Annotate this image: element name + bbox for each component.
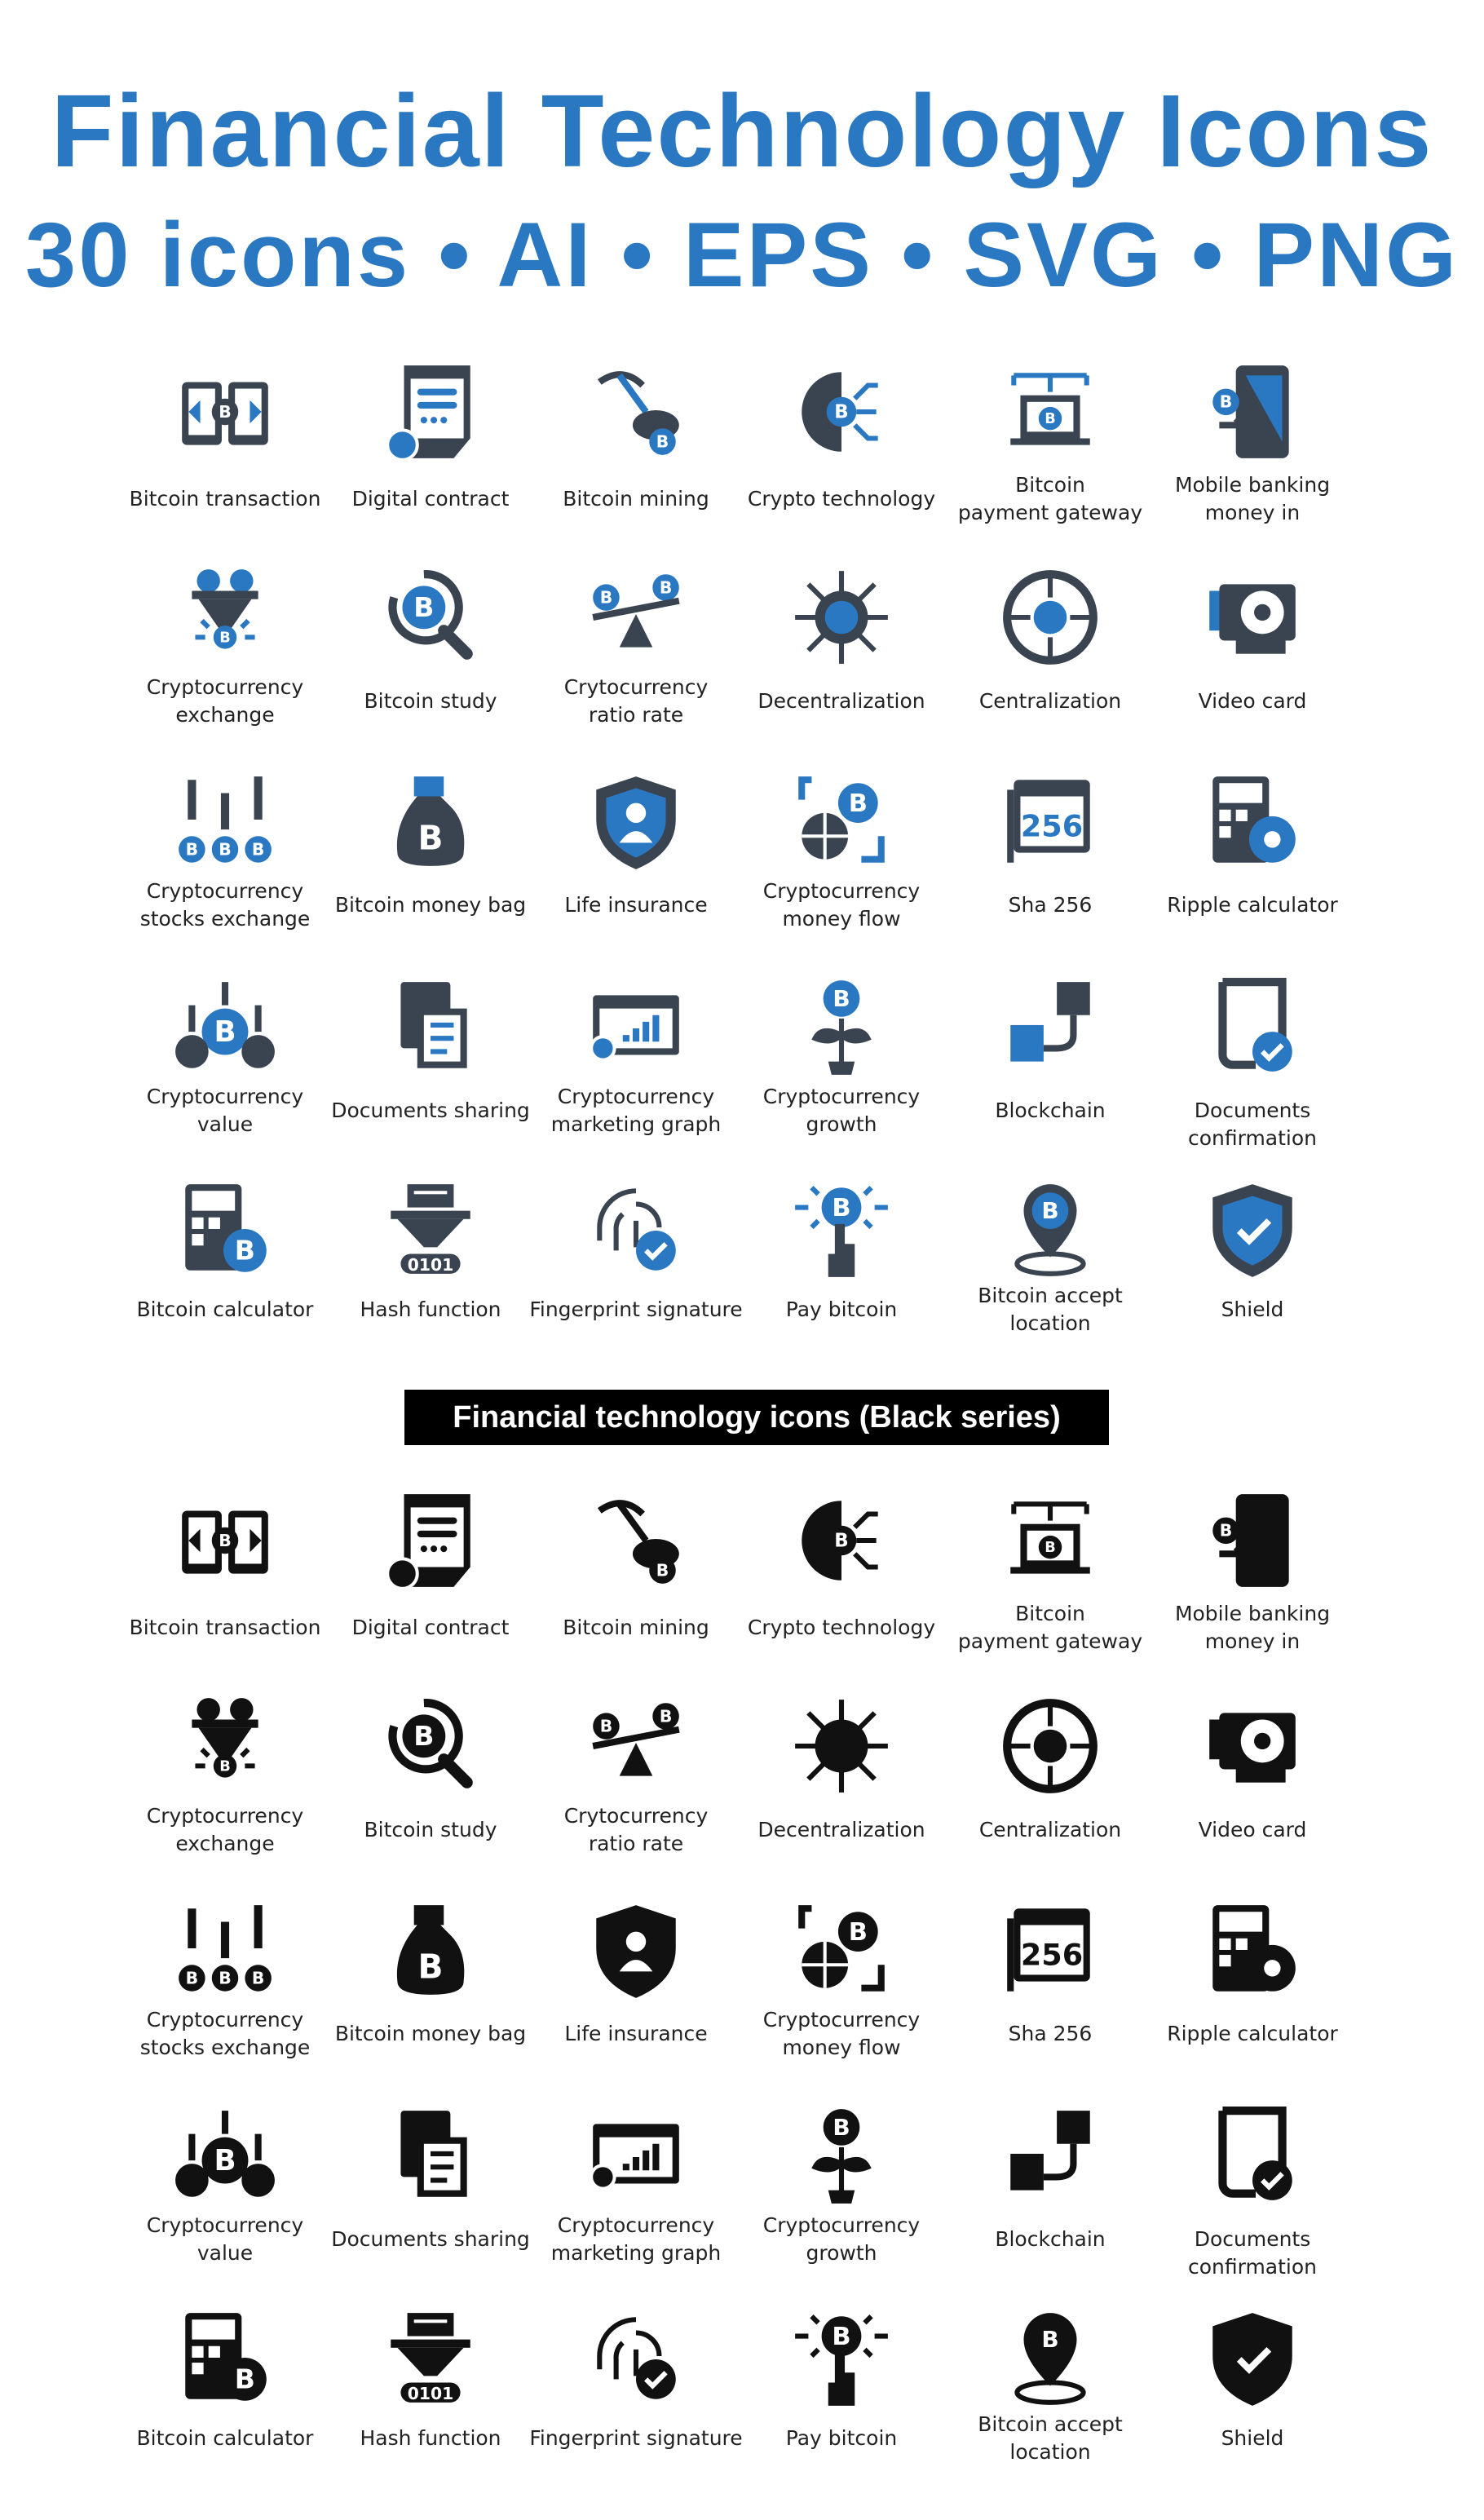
svg-text:B: B <box>417 818 444 858</box>
location-icon <box>997 1178 1103 1284</box>
icon-label: Cryptocurrency stocks exchange <box>139 2008 311 2059</box>
icon-label: Bitcoin mining <box>563 487 709 511</box>
icon-label: Digital contract <box>351 1616 510 1639</box>
svg-text:B: B <box>1219 391 1233 412</box>
icon-label: Ripple calculator <box>1167 893 1338 917</box>
icon-label: Crypto technology <box>747 487 936 511</box>
documents-confirmation-icon <box>1199 975 1305 1081</box>
hash-function-icon <box>378 2306 484 2412</box>
bitcoin-calculator-icon <box>172 2306 278 2412</box>
marketing-graph-icon <box>583 975 689 1081</box>
svg-text:B: B <box>1045 411 1056 428</box>
icon-label: Documents sharing <box>331 1099 530 1122</box>
icon-label: Documents confirmation <box>1187 1099 1318 1150</box>
bitcoin-mining-icon <box>583 359 689 465</box>
decentralization-icon <box>788 564 894 670</box>
blockchain-icon <box>997 975 1103 1081</box>
crypto-value-icon <box>172 2104 278 2210</box>
svg-text:B: B <box>656 1560 669 1581</box>
video-card-icon <box>1199 564 1305 670</box>
svg-text:B: B <box>1219 1520 1233 1541</box>
icon-label: Cryptocurrency marketing graph <box>550 1085 722 1136</box>
mobile-banking-icon <box>1199 359 1305 465</box>
icon-label: Crytocurrency ratio rate <box>563 1804 709 1855</box>
svg-text:B: B <box>219 1530 232 1550</box>
svg-text:0101: 0101 <box>407 2383 454 2403</box>
crypto-growth-icon <box>788 2104 894 2210</box>
crypto-exchange-icon <box>172 564 278 670</box>
svg-text:B: B <box>599 1716 613 1736</box>
pay-bitcoin-icon <box>788 1178 894 1284</box>
icon-label: Bitcoin accept location <box>978 1284 1123 1335</box>
mobile-banking-icon <box>1199 1488 1305 1594</box>
svg-text:B: B <box>1041 1197 1059 1225</box>
svg-text:B: B <box>656 431 669 452</box>
icon-label: Cryptocurrency marketing graph <box>550 2213 722 2265</box>
icon-label: Bitcoin transaction <box>129 1616 321 1639</box>
svg-text:B: B <box>833 2113 850 2141</box>
icon-label: Mobile banking money in <box>1174 1602 1331 1653</box>
ratio-rate-icon <box>583 564 689 670</box>
shield-icon <box>1199 2306 1305 2412</box>
icon-label: Fingerprint signature <box>529 2426 743 2450</box>
icon-label: Crypto technology <box>747 1616 936 1639</box>
payment-gateway-icon <box>997 1488 1103 1594</box>
bitcoin-transaction-icon <box>172 359 278 465</box>
crypto-exchange-icon <box>172 1693 278 1799</box>
svg-text:B: B <box>1045 1540 1056 1557</box>
ripple-calculator-icon <box>1199 770 1305 876</box>
svg-text:B: B <box>413 1719 435 1752</box>
svg-text:B: B <box>848 789 868 818</box>
icon-label: Bitcoin transaction <box>129 487 321 511</box>
svg-text:B: B <box>219 839 232 860</box>
icon-label: Decentralization <box>757 689 925 713</box>
money-flow-icon <box>788 770 894 876</box>
bitcoin-study-icon <box>378 1693 484 1799</box>
icon-label: Bitcoin study <box>364 689 497 713</box>
money-bag-icon <box>378 1899 484 2005</box>
shield-icon <box>1199 1178 1305 1284</box>
documents-confirmation-icon <box>1199 2104 1305 2210</box>
crypto-growth-icon <box>788 975 894 1081</box>
payment-gateway-icon <box>997 359 1103 465</box>
icon-label: Crytocurrency ratio rate <box>563 675 709 727</box>
sha256-icon <box>997 770 1103 876</box>
svg-text:B: B <box>214 1015 236 1050</box>
svg-text:B: B <box>234 1234 255 1267</box>
icon-label: Hash function <box>360 1298 501 1321</box>
icon-label: Bitcoin calculator <box>136 1298 314 1321</box>
svg-text:B: B <box>599 587 613 608</box>
icon-label: Cryptocurrency money flow <box>762 879 921 931</box>
bitcoin-study-icon <box>378 564 484 670</box>
fingerprint-icon <box>583 2306 689 2412</box>
pay-bitcoin-icon <box>788 2306 894 2412</box>
stocks-exchange-icon <box>172 1899 278 2005</box>
svg-text:B: B <box>848 1917 868 1947</box>
documents-sharing-icon <box>378 2104 484 2210</box>
icon-label: Fingerprint signature <box>529 1298 743 1321</box>
svg-text:B: B <box>214 2144 236 2178</box>
icon-label: Decentralization <box>757 1818 925 1841</box>
svg-text:256: 256 <box>1020 1937 1084 1973</box>
icon-label: Sha 256 <box>1008 893 1093 917</box>
money-bag-icon <box>378 770 484 876</box>
icon-label: Bitcoin money bag <box>334 893 527 917</box>
svg-text:B: B <box>251 1968 265 1988</box>
marketing-graph-icon <box>583 2104 689 2210</box>
icon-label: Life insurance <box>564 2022 708 2045</box>
svg-text:B: B <box>219 401 232 422</box>
centralization-icon <box>997 564 1103 670</box>
page-title: Financial Technology Icons <box>51 73 1433 188</box>
svg-text:B: B <box>833 984 850 1012</box>
icon-label: Video card <box>1198 1818 1307 1841</box>
svg-text:B: B <box>185 1968 199 1988</box>
crypto-technology-icon <box>788 1488 894 1594</box>
blockchain-icon <box>997 2104 1103 2210</box>
svg-text:B: B <box>659 1706 673 1726</box>
icon-label: Documents sharing <box>331 2227 530 2251</box>
documents-sharing-icon <box>378 975 484 1081</box>
svg-text:B: B <box>832 2322 851 2351</box>
page-subtitle: 30 icons • AI • EPS • SVG • PNG <box>24 204 1460 306</box>
svg-text:B: B <box>251 839 265 860</box>
life-insurance-icon <box>583 770 689 876</box>
hash-function-icon <box>378 1178 484 1284</box>
fingerprint-icon <box>583 1178 689 1284</box>
svg-text:256: 256 <box>1020 808 1084 844</box>
icon-label: Ripple calculator <box>1167 2022 1338 2045</box>
location-icon <box>997 2306 1103 2412</box>
black-series-banner: Financial technology icons (Black series) <box>404 1390 1109 1445</box>
icon-label: Cryptocurrency exchange <box>146 1804 304 1855</box>
ripple-calculator-icon <box>1199 1899 1305 2005</box>
icon-label: Digital contract <box>351 487 510 511</box>
bitcoin-transaction-icon <box>172 1488 278 1594</box>
digital-contract-icon <box>378 359 484 465</box>
icon-label: Pay bitcoin <box>785 1298 898 1321</box>
svg-text:0101: 0101 <box>407 1254 454 1275</box>
icon-label: Cryptocurrency growth <box>762 1085 921 1136</box>
bitcoin-mining-icon <box>583 1488 689 1594</box>
svg-text:B: B <box>185 839 199 860</box>
svg-text:B: B <box>417 1947 444 1987</box>
svg-text:B: B <box>1041 2326 1059 2354</box>
video-card-icon <box>1199 1693 1305 1799</box>
icon-label: Bitcoin calculator <box>136 2426 314 2450</box>
crypto-technology-icon <box>788 359 894 465</box>
svg-text:B: B <box>834 1530 849 1552</box>
icon-label: Blockchain <box>995 2227 1106 2251</box>
svg-text:B: B <box>659 577 673 598</box>
svg-text:B: B <box>219 630 231 647</box>
icon-label: Cryptocurrency exchange <box>146 675 304 727</box>
sha256-icon <box>997 1899 1103 2005</box>
svg-text:B: B <box>413 590 435 623</box>
bitcoin-calculator-icon <box>172 1178 278 1284</box>
icon-label: Centralization <box>978 689 1122 713</box>
icon-label: Mobile banking money in <box>1174 473 1331 524</box>
icon-label: Pay bitcoin <box>785 2426 898 2450</box>
svg-text:B: B <box>234 2363 255 2395</box>
icon-label: Sha 256 <box>1008 2022 1093 2045</box>
svg-text:B: B <box>834 401 849 423</box>
ratio-rate-icon <box>583 1693 689 1799</box>
icon-label: Bitcoin payment gateway <box>957 1602 1143 1653</box>
life-insurance-icon <box>583 1899 689 2005</box>
icon-label: Video card <box>1198 689 1307 713</box>
svg-text:B: B <box>832 1193 851 1222</box>
icon-label: Hash function <box>360 2426 501 2450</box>
icon-label: Cryptocurrency money flow <box>762 2008 921 2059</box>
svg-text:B: B <box>219 1968 232 1988</box>
centralization-icon <box>997 1693 1103 1799</box>
icon-label: Bitcoin accept location <box>978 2412 1123 2464</box>
icon-label: Bitcoin money bag <box>334 2022 527 2045</box>
icon-label: Shield <box>1221 1298 1284 1321</box>
icon-label: Cryptocurrency growth <box>762 2213 921 2265</box>
icon-label: Cryptocurrency value <box>146 2213 304 2265</box>
icon-label: Blockchain <box>995 1099 1106 1122</box>
money-flow-icon <box>788 1899 894 2005</box>
stocks-exchange-icon <box>172 770 278 876</box>
digital-contract-icon <box>378 1488 484 1594</box>
icon-label: Centralization <box>978 1818 1122 1841</box>
icon-label: Cryptocurrency value <box>146 1085 304 1136</box>
icon-label: Bitcoin study <box>364 1818 497 1841</box>
crypto-value-icon <box>172 975 278 1081</box>
icon-label: Shield <box>1221 2426 1284 2450</box>
svg-text:B: B <box>219 1758 231 1775</box>
icon-label: Life insurance <box>564 893 708 917</box>
icon-label: Cryptocurrency stocks exchange <box>139 879 311 931</box>
icon-label: Bitcoin mining <box>563 1616 709 1639</box>
decentralization-icon <box>788 1693 894 1799</box>
icon-label: Documents confirmation <box>1187 2227 1318 2279</box>
icon-label: Bitcoin payment gateway <box>957 473 1143 524</box>
